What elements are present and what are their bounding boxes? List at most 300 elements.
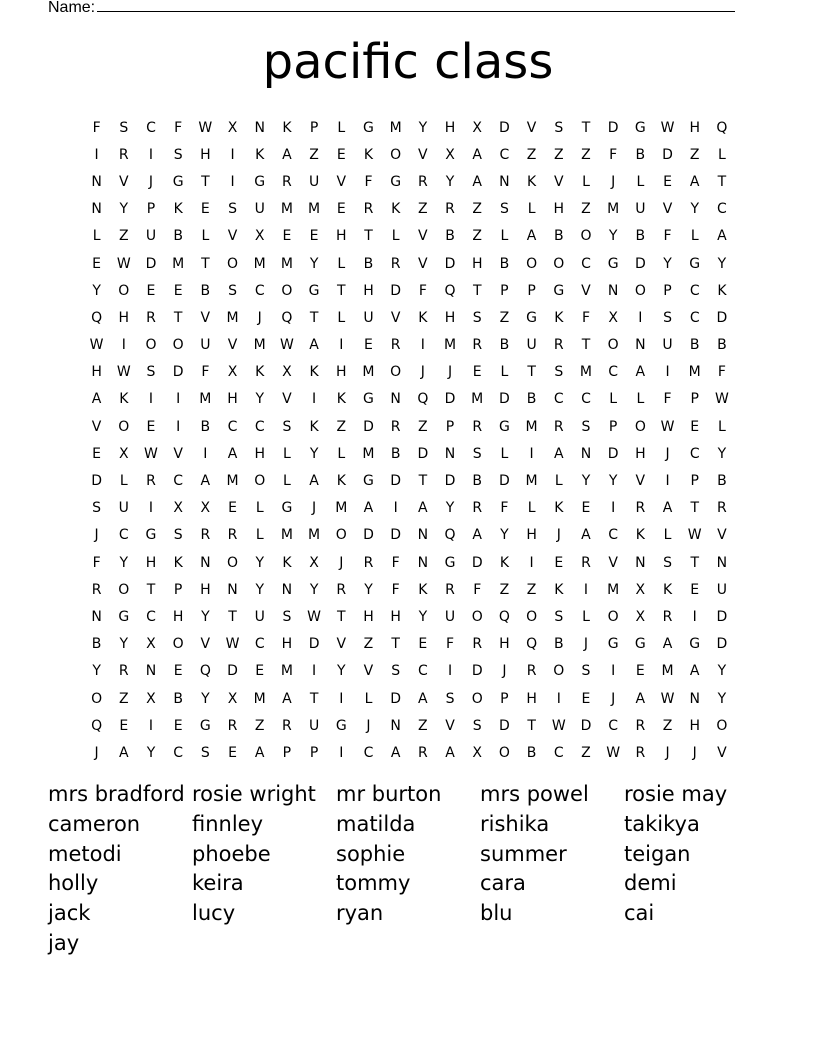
grid-letter: B <box>472 473 483 490</box>
grid-letter: F <box>581 309 590 326</box>
word-list-item: blu <box>480 901 513 926</box>
grid-letter: S <box>92 500 102 517</box>
grid-letter: T <box>472 282 482 299</box>
grid-letter: Y <box>201 608 210 625</box>
grid-letter: D <box>390 527 402 544</box>
grid-letter: N <box>227 581 238 598</box>
grid-letter: L <box>690 228 699 245</box>
grid-letter: P <box>663 282 672 299</box>
grid-letter: N <box>91 201 102 218</box>
grid-letter: Q <box>526 636 538 653</box>
grid-letter: C <box>717 201 727 218</box>
grid-letter: S <box>282 608 292 625</box>
grid-letter: M <box>607 581 620 598</box>
grid-letter: R <box>118 146 129 163</box>
grid-letter: Y <box>255 581 264 598</box>
grid-letter: K <box>554 581 564 598</box>
grid-letter: O <box>281 282 293 299</box>
grid-letter: O <box>471 608 483 625</box>
grid-letter: F <box>391 554 400 571</box>
grid-letter: Y <box>690 201 699 218</box>
grid-letter: Y <box>581 473 591 490</box>
grid-letter: W <box>116 364 131 381</box>
grid-letter: P <box>309 744 319 761</box>
grid-letter: I <box>529 554 534 571</box>
grid-letter: J <box>665 445 670 462</box>
grid-letter: N <box>390 391 401 408</box>
grid-letter: J <box>339 554 344 571</box>
word-list-item: demi <box>624 871 677 896</box>
grid-letter: K <box>554 309 564 326</box>
grid-letter: E <box>336 201 346 218</box>
grid-letter: D <box>363 527 374 544</box>
grid-letter: J <box>366 717 371 734</box>
grid-row <box>83 631 736 658</box>
grid-letter: Z <box>581 744 591 761</box>
grid-letter: R <box>445 581 455 598</box>
grid-letter: U <box>444 608 456 625</box>
grid-letter: T <box>228 608 237 625</box>
grid-letter: G <box>363 391 374 408</box>
grid-letter: L <box>527 201 536 218</box>
grid-letter: E <box>282 228 292 245</box>
name-label: Name: <box>48 0 96 16</box>
grid-letter: A <box>662 636 673 653</box>
grid-letter: A <box>91 391 102 408</box>
grid-letter: M <box>607 201 620 218</box>
grid-letter: I <box>529 445 534 462</box>
grid-letter: A <box>418 500 428 517</box>
grid-letter: T <box>201 255 210 272</box>
grid-letter: P <box>282 744 292 761</box>
grid-letter: C <box>254 636 265 653</box>
grid-row <box>83 549 736 576</box>
word-list-item: mrs bradford <box>48 782 185 806</box>
grid-letter: P <box>500 282 509 299</box>
grid-letter: L <box>609 391 618 408</box>
grid-letter: O <box>254 473 266 490</box>
grid-letter: U <box>118 500 129 517</box>
grid-letter: D <box>145 255 157 272</box>
grid-letter: N <box>689 690 700 707</box>
grid-letter: Z <box>689 146 700 163</box>
grid-letter: U <box>308 173 320 190</box>
grid-letter: Z <box>526 146 537 163</box>
grid-letter: M <box>525 473 538 490</box>
grid-letter: J <box>665 744 670 761</box>
grid-letter: L <box>337 255 346 272</box>
grid-letter: D <box>227 663 238 680</box>
grid-letter: I <box>176 391 181 408</box>
grid-letter: A <box>282 146 292 163</box>
grid-letter: A <box>309 473 319 490</box>
word-list-item: lucy <box>192 901 236 926</box>
grid-letter: N <box>499 173 510 190</box>
grid-letter: R <box>526 663 537 680</box>
grid-letter: V <box>635 473 646 490</box>
grid-letter: F <box>473 581 482 598</box>
grid-letter: H <box>254 445 265 462</box>
grid-letter: G <box>607 255 619 272</box>
grid-letter: D <box>580 717 592 734</box>
grid-letter: O <box>634 282 646 299</box>
grid-letter: O <box>118 282 130 299</box>
grid-letter: J <box>447 364 453 381</box>
grid-row <box>83 168 736 195</box>
grid-letter: Z <box>418 717 428 734</box>
grid-letter: G <box>390 173 402 190</box>
grid-letter: H <box>499 636 510 653</box>
grid-letter: G <box>118 608 130 625</box>
grid-letter: S <box>146 364 156 381</box>
grid-letter: H <box>200 581 211 598</box>
grid-letter: Y <box>717 663 727 680</box>
grid-letter: V <box>662 201 673 218</box>
grid-letter: A <box>390 744 401 761</box>
grid-letter: N <box>635 337 646 354</box>
grid-letter: C <box>553 744 564 761</box>
grid-letter: D <box>499 391 510 408</box>
grid-letter: E <box>255 663 265 680</box>
grid-letter: G <box>199 717 211 734</box>
grid-letter: B <box>635 228 646 245</box>
grid-letter: C <box>553 391 564 408</box>
grid-letter: C <box>689 309 700 326</box>
grid-letter: S <box>554 608 564 625</box>
grid-letter: V <box>445 717 455 734</box>
grid-letter: Y <box>92 282 101 299</box>
grid-letter: I <box>393 500 398 517</box>
grid-letter: Z <box>118 690 129 707</box>
grid-letter: I <box>148 146 154 163</box>
name-field[interactable] <box>48 0 735 18</box>
grid-letter: D <box>471 554 483 571</box>
grid-letter: O <box>390 364 402 381</box>
grid-letter: I <box>339 690 344 707</box>
grid-letter: A <box>118 744 129 761</box>
grid-letter: E <box>309 228 319 245</box>
grid-letter: Y <box>663 255 672 272</box>
grid-letter: E <box>173 717 183 734</box>
grid-letter: R <box>390 255 401 272</box>
grid-letter: W <box>279 337 294 354</box>
grid-letter: Q <box>444 282 456 299</box>
grid-row <box>83 304 736 331</box>
grid-letter: Z <box>499 581 510 598</box>
grid-letter: T <box>309 309 319 326</box>
grid-letter: G <box>335 717 347 734</box>
grid-letter: T <box>690 554 699 571</box>
grid-letter: G <box>498 418 510 435</box>
grid-letter: D <box>390 282 402 299</box>
grid-letter: H <box>390 608 401 625</box>
grid-letter: Y <box>255 554 264 571</box>
grid-letter: V <box>717 527 727 544</box>
grid-letter: L <box>119 473 128 490</box>
grid-letter: Y <box>418 119 428 136</box>
grid-letter: L <box>636 391 645 408</box>
grid-letter: R <box>227 527 238 544</box>
grid-letter: I <box>611 500 616 517</box>
grid-letter: K <box>336 391 346 408</box>
grid-letter: L <box>527 500 536 517</box>
grid-letter: B <box>635 146 646 163</box>
grid-letter: G <box>553 282 565 299</box>
grid-letter: Y <box>608 228 618 245</box>
grid-letter: N <box>91 608 102 625</box>
grid-letter: A <box>635 690 646 707</box>
grid-letter: A <box>689 173 700 190</box>
grid-letter: G <box>145 527 157 544</box>
grid-letter: U <box>363 309 374 326</box>
grid-letter: R <box>146 309 156 326</box>
grid-letter: Z <box>472 228 483 245</box>
grid-letter: K <box>635 527 645 544</box>
word-list-item: rosie wright <box>192 782 316 806</box>
grid-letter: X <box>200 500 211 517</box>
grid-letter: H <box>336 228 347 245</box>
grid-letter: T <box>146 581 156 598</box>
grid-letter: H <box>200 146 211 163</box>
grid-letter: M <box>172 255 185 272</box>
grid-letter: D <box>390 473 402 490</box>
grid-letter: L <box>636 173 645 190</box>
grid-letter: I <box>420 337 425 354</box>
grid-letter: E <box>663 173 672 190</box>
grid-row <box>83 685 736 712</box>
grid-letter: K <box>255 364 265 381</box>
grid-letter: W <box>660 119 675 136</box>
grid-letter: L <box>337 445 346 462</box>
grid-letter: O <box>227 255 239 272</box>
grid-letter: M <box>226 309 239 326</box>
grid-letter: V <box>282 391 292 408</box>
grid-letter: J <box>94 744 99 761</box>
grid-letter: I <box>230 146 235 163</box>
grid-letter: B <box>173 228 183 245</box>
grid-letter: C <box>689 282 700 299</box>
grid-letter: D <box>172 364 184 381</box>
grid-letter: R <box>282 173 292 190</box>
grid-letter: H <box>553 201 565 218</box>
grid-letter: E <box>418 636 428 653</box>
grid-letter: I <box>665 364 670 381</box>
grid-letter: F <box>174 119 183 136</box>
grid-letter: E <box>173 663 183 680</box>
grid-letter: Y <box>337 663 346 680</box>
grid-letter: O <box>91 690 103 707</box>
grid-letter: O <box>553 663 565 680</box>
grid-letter: V <box>363 663 374 680</box>
grid-letter: L <box>364 690 373 707</box>
grid-letter: D <box>471 663 483 680</box>
grid-row <box>83 739 736 766</box>
grid-letter: F <box>609 146 618 163</box>
grid-letter: E <box>146 418 156 435</box>
grid-letter: A <box>717 228 727 245</box>
grid-letter: L <box>337 309 346 326</box>
grid-letter: J <box>94 527 99 544</box>
grid-letter: C <box>173 473 184 490</box>
grid-letter: C <box>173 744 184 761</box>
grid-letter: D <box>634 255 646 272</box>
grid-letter: G <box>689 636 701 653</box>
grid-letter: E <box>690 581 700 598</box>
grid-letter: A <box>472 173 482 190</box>
grid-letter: V <box>526 119 537 136</box>
grid-letter: E <box>472 364 482 381</box>
grid-letter: A <box>581 527 591 544</box>
grid-letter: D <box>499 473 510 490</box>
grid-letter: F <box>500 500 509 517</box>
grid-letter: P <box>500 690 509 707</box>
grid-letter: H <box>363 282 374 299</box>
grid-letter: U <box>254 608 265 625</box>
grid-letter: Z <box>472 201 483 218</box>
grid-letter: G <box>363 473 374 490</box>
grid-letter: V <box>91 418 102 435</box>
grid-letter: L <box>255 527 264 544</box>
grid-letter: V <box>200 636 211 653</box>
grid-letter: R <box>635 717 646 734</box>
grid-letter: M <box>308 201 321 218</box>
grid-letter: P <box>690 473 699 490</box>
grid-letter: Z <box>363 636 374 653</box>
grid-letter: A <box>418 690 428 707</box>
grid-letter: N <box>716 554 728 571</box>
grid-letter: T <box>309 690 319 707</box>
grid-letter: M <box>280 663 293 680</box>
grid-letter: S <box>445 690 455 707</box>
grid-letter: I <box>583 581 589 598</box>
grid-letter: E <box>228 500 237 517</box>
grid-letter: X <box>146 690 156 707</box>
grid-letter: O <box>634 418 646 435</box>
grid-letter: Y <box>309 445 319 462</box>
grid-letter: V <box>227 337 238 354</box>
grid-letter: E <box>119 717 129 734</box>
grid-letter: F <box>663 391 672 408</box>
grid-letter: O <box>553 255 565 272</box>
grid-letter: V <box>418 146 428 163</box>
grid-letter: U <box>716 581 728 598</box>
grid-letter: M <box>661 663 674 680</box>
page-title: pacific class <box>262 34 554 90</box>
grid-letter: J <box>420 364 425 381</box>
grid-letter: G <box>308 282 320 299</box>
grid-letter: R <box>363 201 374 218</box>
grid-row <box>83 141 736 168</box>
grid-letter: I <box>638 309 643 326</box>
word-list-item: tommy <box>336 871 411 896</box>
grid-letter: V <box>336 173 347 190</box>
word-list-item: summer <box>480 841 567 866</box>
grid-letter: Y <box>146 744 156 761</box>
grid-letter: P <box>690 391 699 408</box>
grid-letter: K <box>119 391 129 408</box>
grid-letter: G <box>607 636 619 653</box>
grid-letter: R <box>91 581 102 598</box>
grid-letter: M <box>280 527 293 544</box>
grid-letter: M <box>308 527 321 544</box>
grid-letter: J <box>692 744 697 761</box>
grid-letter: A <box>227 445 238 462</box>
grid-letter: Y <box>445 500 455 517</box>
grid-letter: N <box>200 554 211 571</box>
grid-letter: G <box>363 119 374 136</box>
word-list-item: metodi <box>48 841 122 866</box>
grid-letter: A <box>309 337 319 354</box>
name-underline[interactable] <box>97 10 735 12</box>
grid-letter: H <box>444 119 456 136</box>
word-list-item: rishika <box>480 811 550 836</box>
grid-letter: B <box>553 636 564 653</box>
grid-letter: B <box>200 418 211 435</box>
grid-row <box>83 196 736 223</box>
grid-letter: W <box>116 255 131 272</box>
grid-letter: X <box>635 608 646 625</box>
grid-letter: R <box>390 418 401 435</box>
grid-letter: Z <box>662 717 673 734</box>
word-list-item: ryan <box>336 901 384 926</box>
grid-letter: R <box>146 473 156 490</box>
grid-letter: J <box>312 500 317 517</box>
word-list-item: sophie <box>336 841 406 866</box>
grid-letter: I <box>339 337 344 354</box>
grid-letter: C <box>254 282 265 299</box>
grid-row <box>83 522 736 549</box>
grid-letter: W <box>714 391 729 408</box>
grid-letter: C <box>689 445 700 462</box>
grid-letter: K <box>363 146 374 163</box>
grid-letter: C <box>499 146 510 163</box>
grid-letter: W <box>551 717 566 734</box>
grid-letter: S <box>581 418 591 435</box>
grid-row <box>83 712 736 739</box>
grid-letter: X <box>309 554 319 571</box>
grid-letter: R <box>336 581 347 598</box>
grid-letter: O <box>580 228 592 245</box>
grid-letter: V <box>608 554 618 571</box>
grid-letter: V <box>553 173 564 190</box>
grid-letter: G <box>634 119 646 136</box>
grid-letter: F <box>391 581 400 598</box>
grid-letter: S <box>228 282 237 299</box>
grid-letter: I <box>230 173 235 190</box>
grid-letter: B <box>717 337 727 354</box>
grid-letter: J <box>148 173 154 190</box>
grid-letter: B <box>717 473 727 490</box>
grid-letter: S <box>282 418 292 435</box>
grid-row <box>83 223 736 250</box>
grid-letter: R <box>417 744 428 761</box>
grid-letter: X <box>282 364 292 381</box>
grid-letter: Q <box>444 527 456 544</box>
grid-letter: C <box>146 608 156 625</box>
grid-letter: J <box>556 527 561 544</box>
grid-letter: Y <box>119 554 129 571</box>
grid-letter: A <box>200 473 211 490</box>
word-list-item: cameron <box>48 811 141 836</box>
grid-letter: E <box>336 146 346 163</box>
grid-letter: K <box>255 146 265 163</box>
grid-letter: B <box>200 282 211 299</box>
grid-letter: M <box>688 364 701 381</box>
grid-letter: V <box>200 309 211 326</box>
grid-letter: R <box>417 173 428 190</box>
grid-letter: O <box>607 608 619 625</box>
grid-letter: L <box>500 445 509 462</box>
